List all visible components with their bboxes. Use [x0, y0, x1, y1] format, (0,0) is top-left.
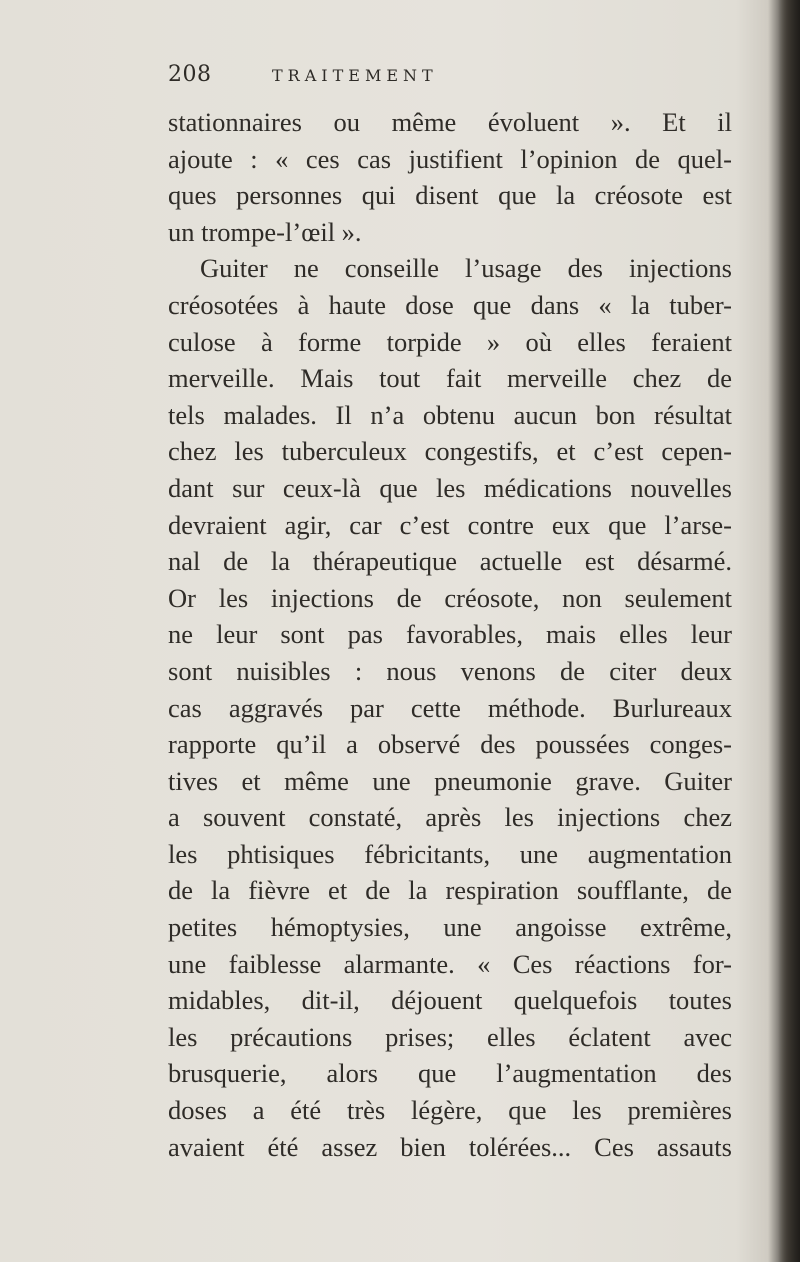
text-line: ne leur sont pas favorables, mais elles leur — [168, 619, 732, 650]
text-line: les précautions prises; elles éclatent avec — [168, 1021, 732, 1052]
text-line: merveille. Mais tout fait merveille chez de — [168, 363, 732, 394]
text-line: a souvent constaté, après les injections chez — [168, 802, 732, 833]
text-line: une faiblesse alarmante. « Ces réactions for- — [168, 948, 732, 979]
text-line: Guiter ne conseille l’usage des injections — [200, 253, 732, 284]
text-line: stationnaires ou même évoluent ». Et il — [168, 107, 732, 137]
text-line: ques personnes qui disent que la créosote est — [168, 180, 732, 211]
binding-edge-shadow — [778, 0, 800, 1262]
text-line: rapporte qu’il a observé des poussées conges- — [168, 729, 732, 760]
text-line: de la fièvre et de la respiration soufflante, de — [168, 875, 732, 906]
text-line: Or les injections de créosote, non seulement — [168, 582, 732, 613]
text-line: cas aggravés par cette méthode. Burlureaux — [168, 692, 732, 723]
text-line: nal de la thérapeutique actuelle est désarmé. — [168, 546, 732, 577]
body-text — [168, 104, 732, 1165]
text-line: devraient agir, car c’est contre eux que l’arse- — [168, 509, 732, 540]
text-line: tives et même une pneumonie grave. Guiter — [168, 765, 732, 796]
text-line: petites hémoptysies, une angoisse extrême, — [168, 912, 732, 943]
page-number: 208 — [168, 62, 212, 87]
text-line: sont nuisibles : nous venons de citer deux — [168, 655, 732, 686]
text-line: les phtisiques fébricitants, une augmentation — [168, 838, 732, 869]
text-line: tels malades. Il n’a obtenu aucun bon résultat — [168, 399, 732, 430]
text-line: doses a été très légère, que les premières — [168, 1095, 732, 1126]
text-line: chez les tuberculeux congestifs, et c’est cepen- — [168, 436, 732, 467]
text-line: midables, dit-il, déjouent quelquefois toutes — [168, 985, 732, 1016]
text-line: créosotées à haute dose que dans « la tuber- — [168, 289, 732, 320]
running-head: TRAITEMENT — [272, 66, 438, 85]
text-line: dant sur ceux-là que les médications nouvelles — [168, 472, 732, 503]
page-header — [168, 62, 588, 98]
text-line: ajoute : « ces cas justifient l’opinion de quel- — [168, 143, 732, 174]
text-line: culose à forme torpide » où elles feraient — [168, 326, 732, 357]
text-line: avaient été assez bien tolérées... Ces assauts — [168, 1131, 732, 1162]
text-line: un trompe-l’œil ». — [168, 216, 362, 247]
text-line: brusquerie, alors que l’augmentation des — [168, 1058, 732, 1089]
